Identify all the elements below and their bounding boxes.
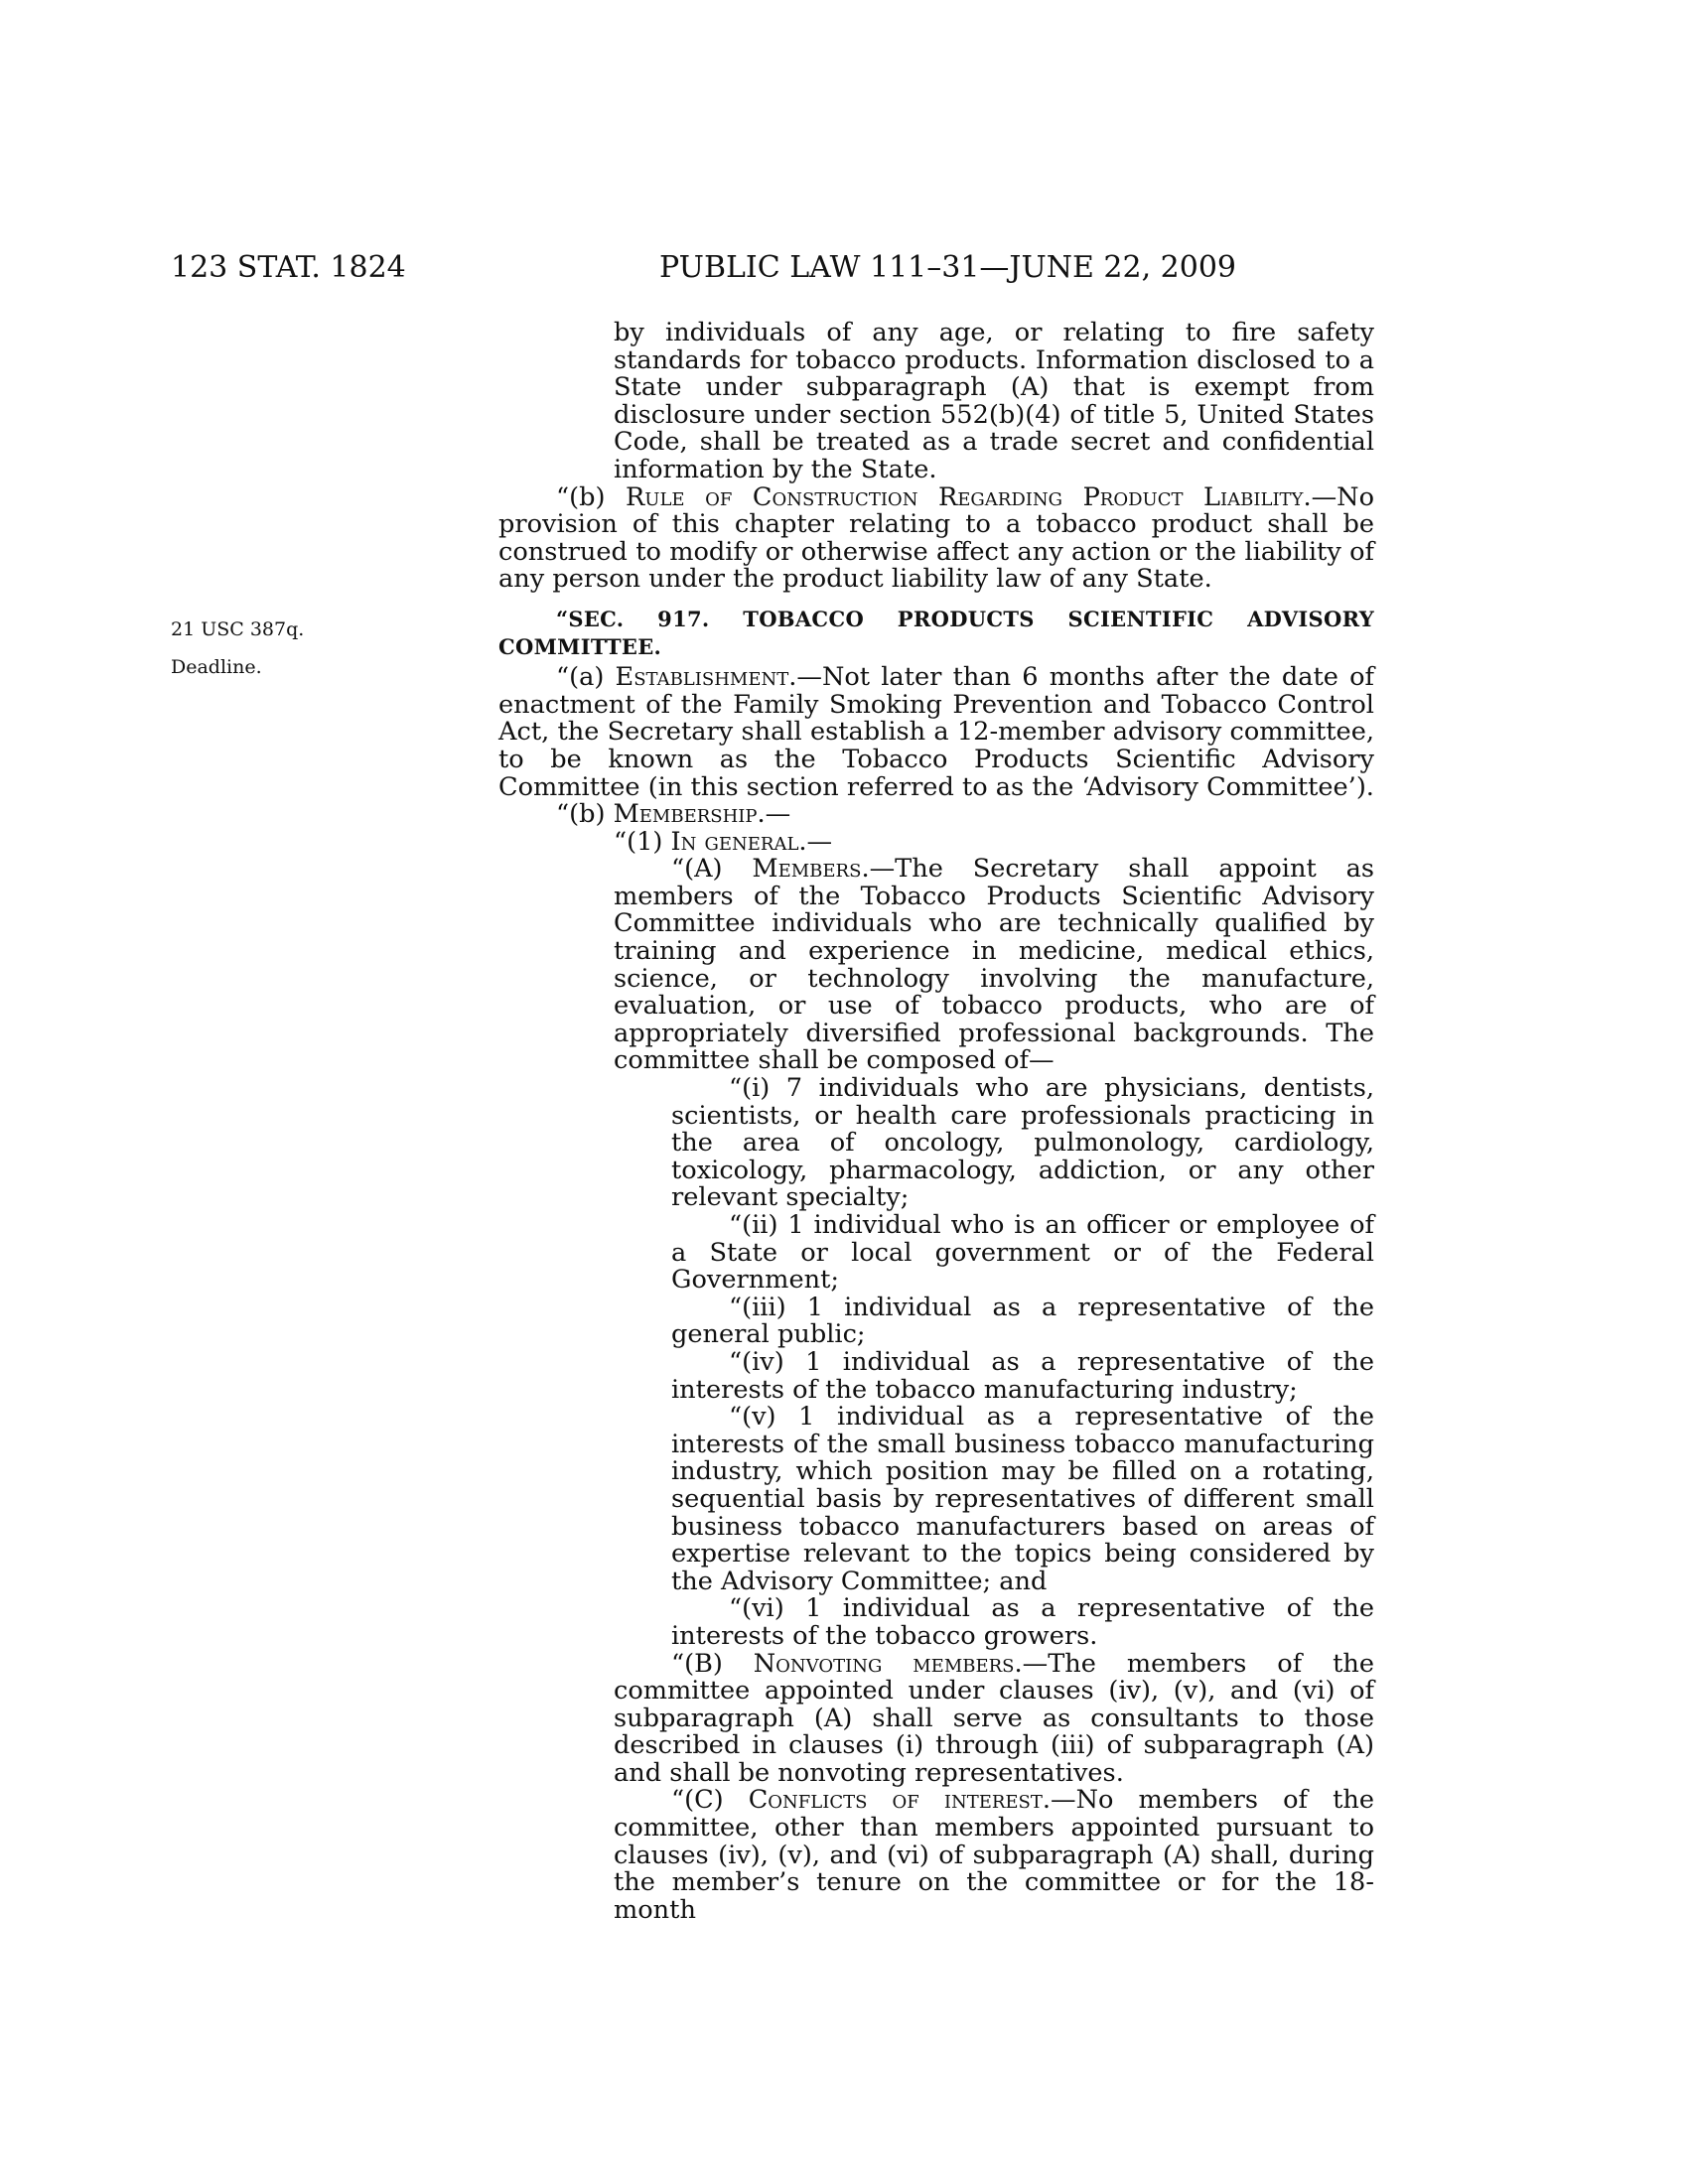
clause-i: “(i) 7 individuals who are physicians, dentists, scientists, or health care professionals practicing in the area of oncology, pulmonology, cardiology, toxicology, pharmacology, addiction, or any other relevant specialty; — [671, 1073, 1374, 1213]
paragraph-B-nonvoting-members — [498, 1648, 1374, 1788]
paragraph-text: .—No provision of this chapter relating to a tobacco product shall be construed to modify or otherwise affect any action or the liability of any person under the product liability law of any State. — [498, 481, 1374, 595]
paragraph-continuation: by individuals of any age, or relating to fire safety standards for tobacco products. Information disclosed to a State under subparagraph (A) that is exempt from disclosure under section 552(b)(4) of title 5, United States Code, shall be treated as a trade secret and confidential information by the State. — [614, 318, 1374, 484]
paragraph-1-in-general — [498, 826, 1374, 857]
paragraph-prefix: “(A) — [671, 854, 753, 885]
clause-vi: “(vi) 1 individual as a representative of the interests of the tobacco growers. — [671, 1593, 1374, 1651]
paragraph-heading: In general — [670, 826, 799, 857]
paragraph-b-rule-of-construction — [498, 481, 1374, 595]
paragraph-heading: Nonvoting members — [753, 1648, 1015, 1679]
paragraph-heading: Members — [752, 854, 862, 885]
paragraph-prefix: “(B) — [671, 1648, 754, 1679]
section-heading — [498, 606, 1374, 660]
clause-iv: “(iv) 1 individual as a representative of the interests of the tobacco manufacturing industry; — [671, 1346, 1374, 1405]
paragraph-prefix: “(1) — [614, 826, 671, 857]
section-title: “SEC. 917. TOBACCO PRODUCTS SCIENTIFIC ADVISORY COMMITTEE. — [498, 606, 1374, 659]
clause-ii: “(ii) 1 individual who is an officer or employee of a State or local government or of the Federal Government; — [671, 1210, 1374, 1296]
paragraph-prefix: “(b) — [556, 481, 626, 512]
paragraph-a-establishment — [498, 664, 1374, 801]
paragraph-C-conflicts-of-interest — [498, 1787, 1374, 1924]
margin-note-deadline: Deadline. — [171, 656, 262, 678]
running-head: PUBLIC LAW 111–31—JUNE 22, 2009 — [659, 250, 1237, 285]
paragraph-A-members — [498, 856, 1374, 1075]
paragraph-text: .— — [798, 826, 833, 857]
paragraph-heading: Rule of Construction Regarding Product Liability — [626, 481, 1304, 512]
paragraph-heading: Conflicts of interest — [748, 1785, 1043, 1816]
paragraph-text: .—The members of the committee appointed under clauses (iv), (v), and (vi) of subparagraph (A) shall serve as consultants to those described in clauses (i) through (iii) of subparagraph (A) and shall be nonvoting representatives. — [614, 1648, 1374, 1788]
paragraph-text: .— — [757, 799, 791, 830]
clause-v: “(v) 1 individual as a representative of the interests of the small business tobacco manufacturing industry, which position may be filled on a rotating, sequential basis by representatives of different small business tobacco manufacturers based on areas of expertise relevant to the topics being considered by the Advisory Committee; and — [671, 1402, 1374, 1596]
paragraph-text: .—Not later than 6 months after the date of enactment of the Family Smoking Prevention and Tobacco Control Act, the Secretary shall establish a 12-member advisory committee, to be known as the Tobacco Products Scientific Advisory Committee (in this section referred to as the ‘Advisory Committee’). — [498, 662, 1374, 802]
paragraph-prefix: “(a) — [556, 662, 616, 693]
paragraph-prefix: “(C) — [671, 1785, 749, 1816]
page-stat-number: 123 STAT. 1824 — [171, 250, 406, 285]
clause-iii: “(iii) 1 individual as a representative of the general public; — [671, 1292, 1374, 1350]
text-column — [498, 320, 1374, 1924]
paragraph-heading: Membership — [613, 799, 758, 830]
margin-note-usc: 21 USC 387q. — [171, 618, 305, 640]
paragraph-text: .—No members of the committee, other than members appointed pursuant to clauses (iv), (v), and (vi) of subparagraph (A) shall, during the member’s tenure on the committee or for the 18-month — [614, 1785, 1374, 1925]
paragraph-prefix: “(b) — [556, 799, 614, 830]
paragraph-heading: Establishment — [615, 662, 789, 693]
paragraph-text: .—The Secretary shall appoint as members of the Tobacco Products Scientific Advisory Committee individuals who are technically qualified by training and experience in medicine, medical ethics, science, or technology involving the manufacture, evaluation, or use of tobacco products, who are of appropriately diversified professional backgrounds. The committee shall be composed of— — [614, 854, 1374, 1076]
paragraph-b-membership — [498, 801, 1374, 829]
